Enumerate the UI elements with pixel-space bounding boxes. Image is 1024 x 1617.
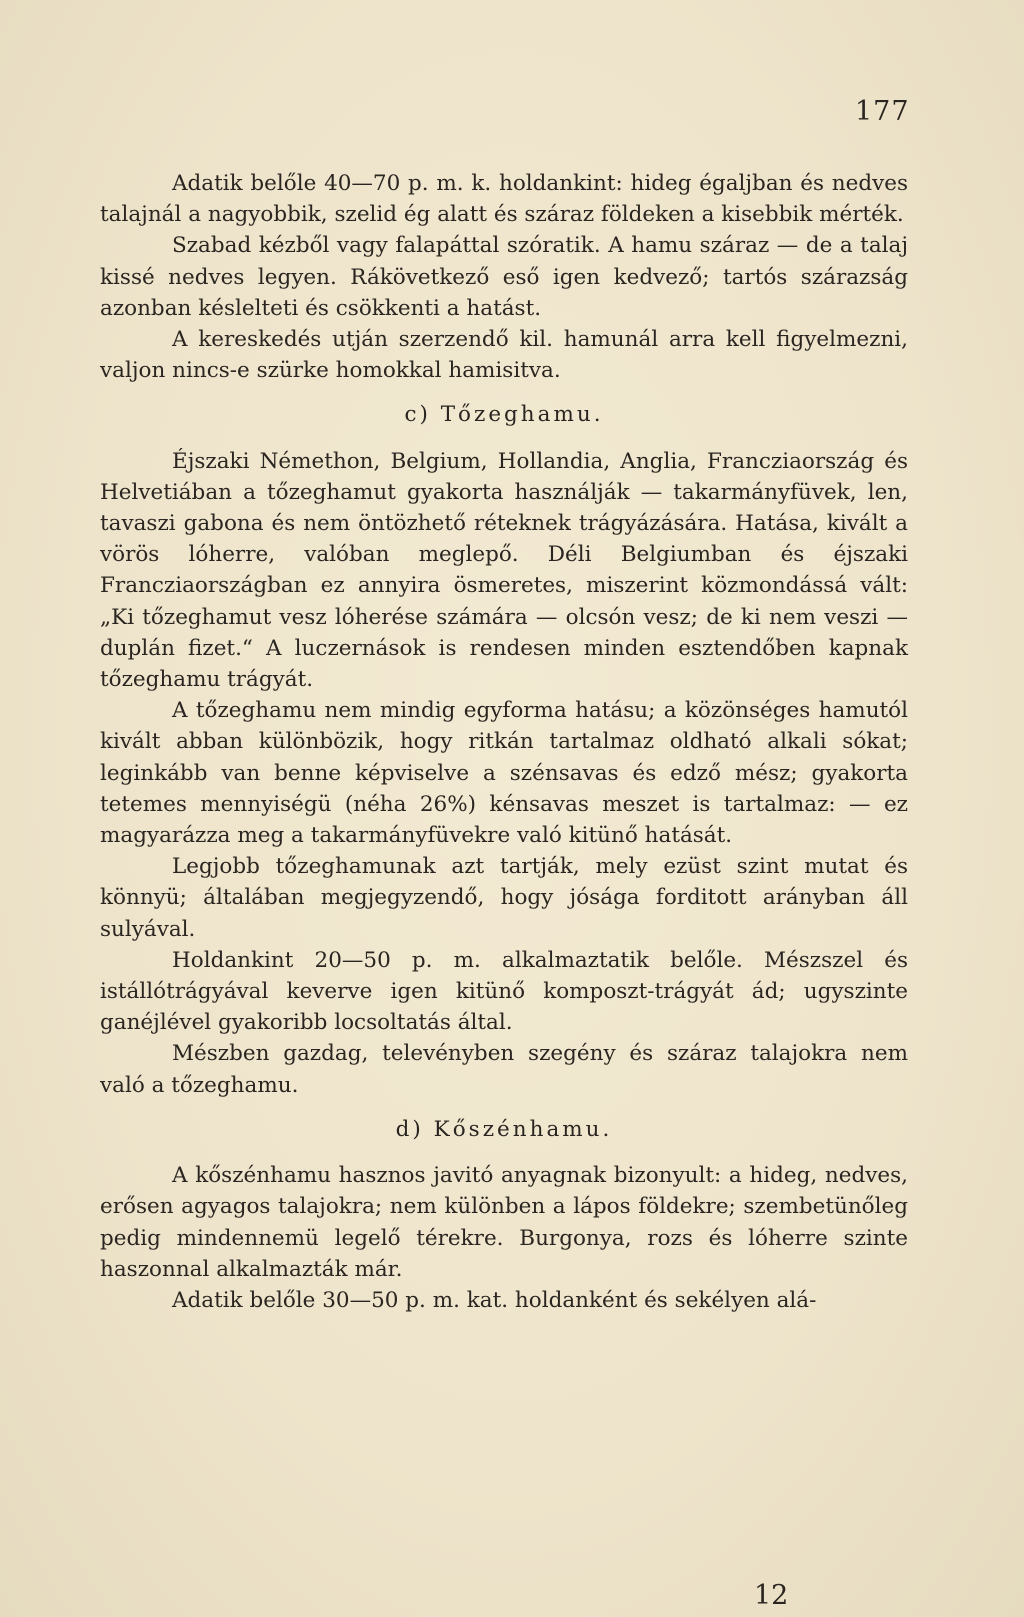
paragraph: Holdankint 20—50 p. m. alkalmaztatik belőle. Mészszel és istállótrágyával keverve igen kitünő komposzt-trágyát ád; ugyszinte ganéjlével gyakoribb locsoltatás által. [100,947,908,1036]
section-heading: c) Tőzeghamu. [404,402,604,428]
paragraph: Adatik belőle 40—70 p. m. k. holdankint: hideg égaljban és nedves talajnál a nagyobbik, szelid ég alatt és száraz földeken a kisebbik mérték. [100,171,908,228]
paragraph: Mészben gazdag, televényben szegény és száraz talajokra nem való a tőzeghamu. [100,1041,908,1098]
paragraph: Legjobb tőzeghamunak azt tartják, mely ezüst szint mutat és könnyü; általában megjegyzendő, hogy jósága forditott arányban áll sulyával. [100,854,908,942]
paragraph: Éjszaki Némethon, Belgium, Hollandia, Anglia, Francziaország és Helvetiában a tőzeghamut gyakorta használják — takarmányfüvek, len, tavaszi gabona és nem öntözhető réteknek trágyázására. Hatása, kivált a vörös lóherre, valóban meglepő. Déli Belgiumban és éjszaki Francziaországban ez annyira ösmeretes, miszerint közmondássá vált: „Ki tőzeghamut vesz lóherése számára — olcsón vesz; de ki nem veszi — duplán fizet.“ A luczernások is rendesen minden esztendőben kapnak tőzeghamu trágyát. [100,448,908,693]
paragraph: Szabad kézből vagy falapáttal szóratik. A hamu száraz — de a talaj kissé nedves legyen. Rákövetkező eső igen kedvező; tartós szárazság azonban késlelteti és csökkenti a hatást. [100,233,908,321]
paragraph: Adatik belőle 30—50 p. m. kat. holdanként és sekélyen alá- [172,1287,817,1313]
paragraph: A kőszénhamu hasznos javitó anyagnak bizonyult: a hideg, nedves, erősen agyagos talajokra; nem különben a lápos földekre; szembetünőleg pedig mindennemü legelő térekre. Burgonya, rozs és lóherre szinte haszonnal alkalmazták már. [100,1163,908,1282]
page-number: 177 [855,96,910,127]
section-heading: d) Kőszénhamu. [395,1116,613,1142]
paragraph: A kereskedés utján szerzendő kil. hamunál arra kell figyelmezni, valjon nincs-e szürke homokkal hamisitva. [100,327,908,384]
signature-mark: 12 [754,1580,789,1611]
page-text [100,168,908,1316]
paragraph: A tőzeghamu nem mindig egyforma hatásu; a közönséges hamutól kivált abban különbözik, hogy ritkán tartalmaz oldható alkali sókat; leginkább van benne képviselve a szénsavas és edző mész; gyakorta tetemes mennyiségü (néha 26%) kénsavas meszet is tartalmaz: — ez magyarázza meg a takarmányfüvekre való kitünő hatását. [100,698,908,849]
